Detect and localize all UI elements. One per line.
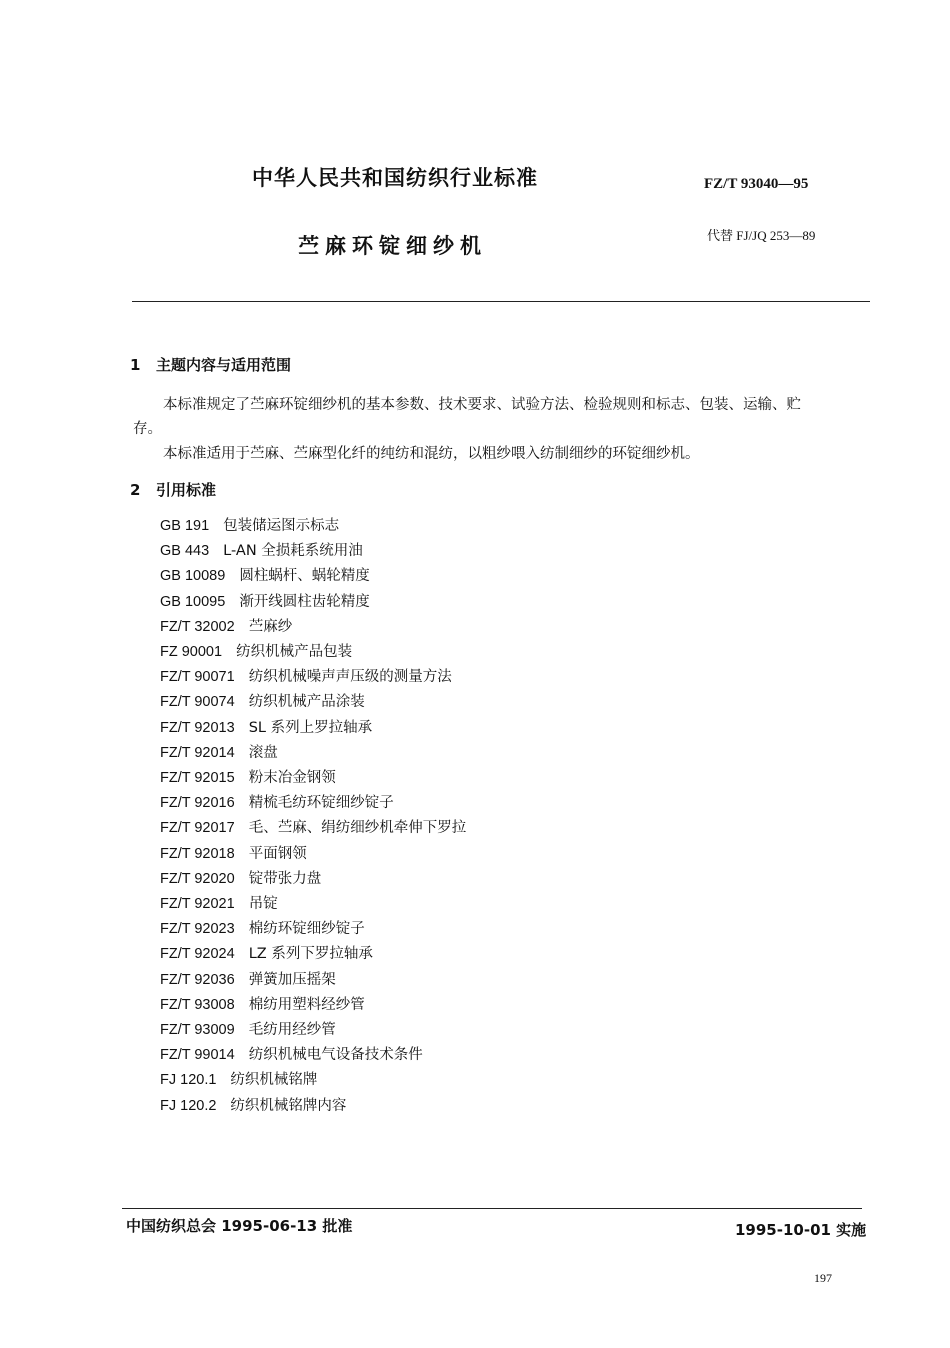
reference-code: FZ/T 92023	[160, 921, 235, 938]
reference-code: FZ/T 92013	[160, 719, 235, 736]
reference-code: FZ/T 92036	[160, 971, 235, 988]
reference-code: FZ/T 92021	[160, 896, 235, 913]
section-2-heading	[130, 479, 216, 500]
reference-name: 棉纺环锭细纱锭子	[248, 921, 365, 938]
reference-code: FJ 120.1	[160, 1072, 217, 1089]
reference-item	[160, 690, 466, 715]
reference-code: FZ/T 92014	[160, 744, 235, 761]
reference-item	[160, 867, 466, 892]
header-divider	[132, 301, 870, 302]
reference-code: FZ/T 92024	[160, 946, 235, 963]
reference-code: FJ 120.2	[160, 1097, 217, 1114]
reference-name: 纺织机械噪声声压级的测量方法	[248, 669, 452, 686]
reference-code: FZ/T 32002	[160, 618, 235, 635]
reference-name: 平面钢领	[248, 845, 307, 862]
reference-code: GB 191	[160, 518, 210, 534]
reference-name: 纺织机械电气设备技术条件	[248, 1047, 423, 1064]
reference-name: 毛、苎麻、绢纺细纱机牵伸下罗拉	[248, 820, 467, 837]
reference-code: FZ/T 90074	[160, 694, 235, 711]
reference-item	[160, 1018, 466, 1043]
reference-code: GB 10089	[160, 568, 226, 585]
section-1-paragraph-1-line-2: 存。	[133, 421, 162, 437]
section-1-number: 1	[130, 356, 141, 374]
approval-date: 中国纺织总会 1995-06-13 批准	[126, 1217, 353, 1235]
reference-item	[160, 766, 466, 791]
reference-item	[160, 640, 466, 665]
reference-name: LZ 系列下罗拉轴承	[248, 946, 373, 963]
issuing-organization: 中华人民共和国纺织行业标准	[252, 166, 538, 190]
reference-name: 圆柱蜗杆、蜗轮精度	[239, 568, 370, 585]
reference-name: L-AN 全损耗系统用油	[223, 543, 363, 560]
reference-code: FZ/T 92020	[160, 870, 235, 887]
reference-name: 弹簧加压摇架	[248, 971, 336, 988]
reference-item	[160, 791, 466, 816]
reference-name: 毛纺用经纱管	[248, 1022, 336, 1039]
reference-item	[160, 1043, 466, 1068]
reference-code: GB 10095	[160, 593, 226, 610]
document-title: 苎麻环锭细纱机	[298, 234, 487, 258]
page-number: 197	[814, 1271, 832, 1285]
section-1-title: 主题内容与适用范围	[156, 356, 292, 374]
reference-code: FZ/T 90071	[160, 669, 235, 686]
reference-name: 吊锭	[248, 896, 278, 913]
reference-name: 锭带张力盘	[248, 870, 322, 887]
reference-code: FZ 90001	[160, 644, 223, 661]
section-1-paragraph-1-line-1: 本标准规定了苎麻环锭细纱机的基本参数、技术要求、试验方法、检验规则和标志、包装、运输、贮	[163, 397, 801, 413]
reference-item	[160, 514, 466, 539]
reference-name: 滚盘	[248, 744, 278, 761]
reference-name: 包装储运图示标志	[223, 518, 340, 534]
reference-code: FZ/T 93009	[160, 1022, 235, 1039]
effective-date: 1995-10-01 实施	[735, 1221, 867, 1239]
reference-item	[160, 564, 466, 589]
reference-name: 粉末冶金钢领	[248, 770, 336, 787]
footer-divider	[122, 1208, 862, 1209]
reference-name: 精梳毛纺环锭细纱锭子	[248, 795, 394, 812]
reference-name: 纺织机械铭牌内容	[230, 1097, 347, 1114]
reference-list	[160, 514, 466, 1119]
replaces-standard: 代替 FJ/JQ 253—89	[707, 228, 816, 243]
reference-item	[160, 1068, 466, 1093]
reference-code: FZ/T 93008	[160, 996, 235, 1013]
reference-name: 渐开线圆柱齿轮精度	[239, 593, 370, 610]
reference-name: 苎麻纱	[248, 618, 293, 635]
reference-item	[160, 993, 466, 1018]
reference-name: 棉纺用塑料经纱管	[248, 996, 365, 1013]
standard-code: FZ/T 93040—95	[704, 176, 809, 192]
reference-item	[160, 665, 466, 690]
reference-code: FZ/T 99014	[160, 1047, 235, 1064]
reference-item	[160, 590, 466, 615]
reference-code: FZ/T 92015	[160, 770, 235, 787]
reference-name: 纺织机械产品包装	[236, 644, 353, 661]
reference-item	[160, 942, 466, 967]
reference-item	[160, 716, 466, 741]
reference-item	[160, 816, 466, 841]
reference-code: FZ/T 92018	[160, 845, 235, 862]
reference-code: FZ/T 92016	[160, 795, 235, 812]
reference-item	[160, 842, 466, 867]
reference-item	[160, 615, 466, 640]
reference-name: 纺织机械产品涂装	[248, 694, 365, 711]
reference-item	[160, 892, 466, 917]
section-1-heading	[130, 354, 291, 375]
reference-code: GB 443	[160, 543, 210, 560]
reference-name: 纺织机械铭牌	[230, 1072, 318, 1089]
reference-item	[160, 917, 466, 942]
reference-item	[160, 968, 466, 993]
section-2-title: 引用标准	[156, 481, 217, 499]
section-2-number: 2	[130, 481, 141, 499]
reference-name: SL 系列上罗拉轴承	[248, 719, 373, 736]
reference-item	[160, 539, 466, 564]
reference-item	[160, 1094, 466, 1119]
reference-item	[160, 741, 466, 766]
reference-code: FZ/T 92017	[160, 820, 235, 837]
section-1-paragraph-2: 本标准适用于苎麻、苎麻型化纤的纯纺和混纺，以粗纱喂入纺制细纱的环锭细纱机。	[163, 446, 700, 462]
